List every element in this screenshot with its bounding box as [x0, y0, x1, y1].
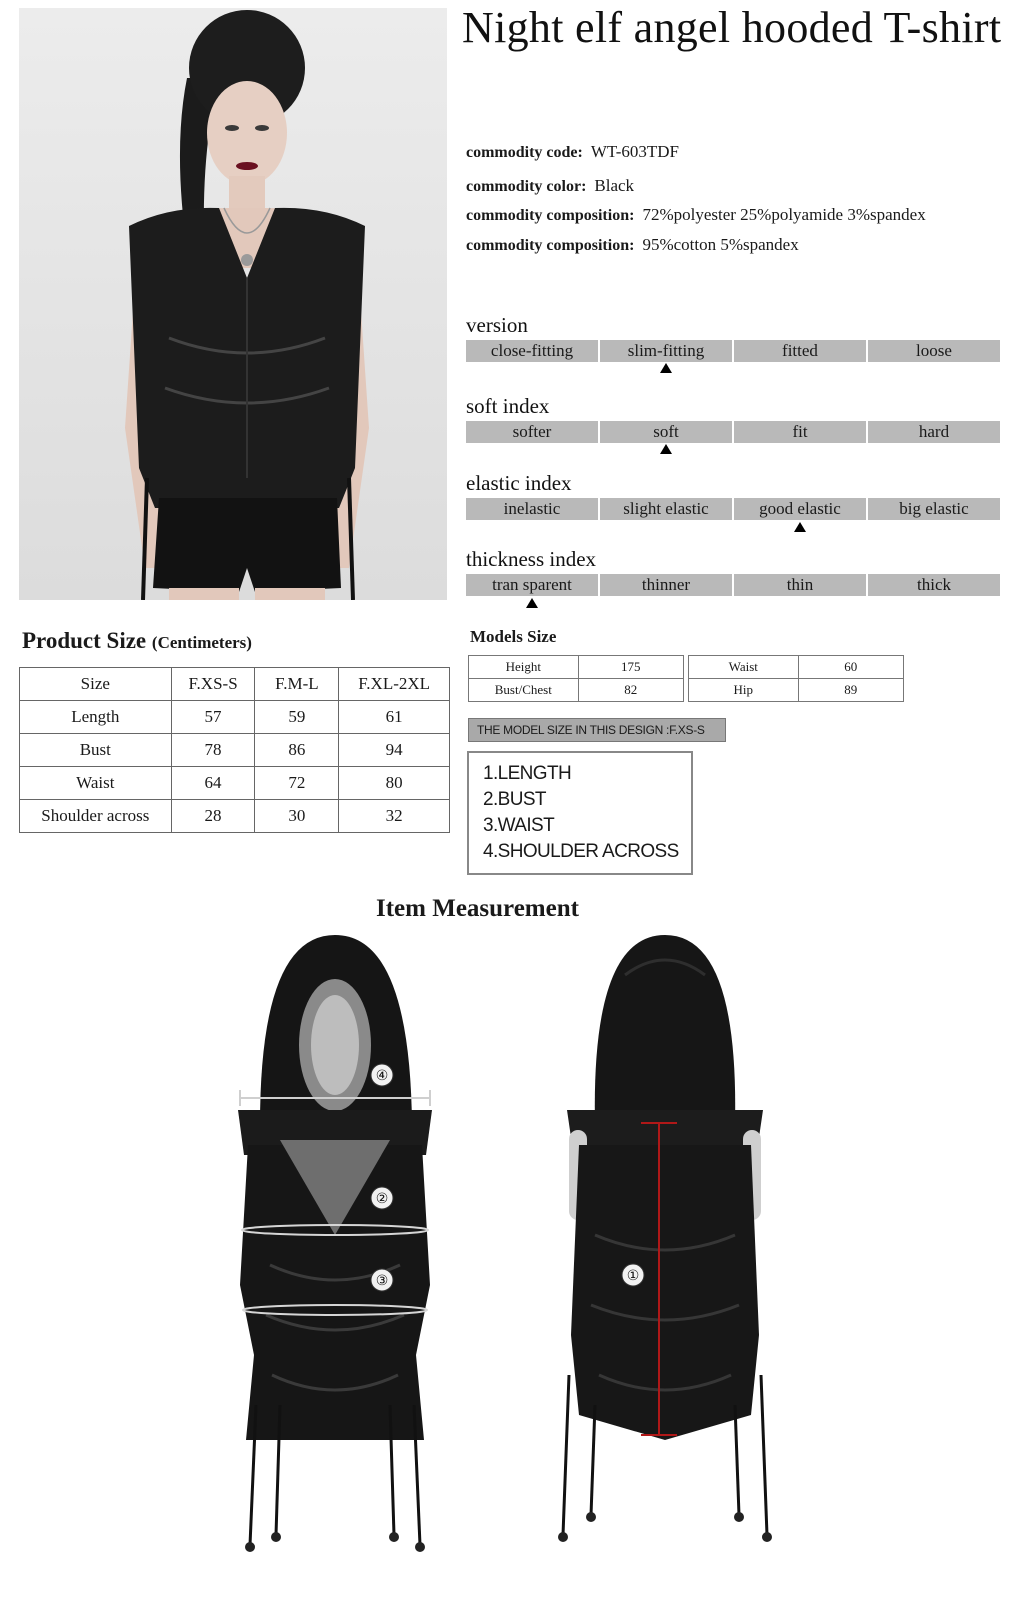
item-measurement-title: Item Measurement	[376, 895, 579, 922]
spec-label: commodity color:	[466, 178, 587, 195]
table-cell: 64	[171, 767, 255, 800]
table-cell: Waist	[20, 767, 172, 800]
product-title: Night elf angel hooded T-shirt	[462, 3, 1002, 52]
spec-composition-1	[466, 205, 926, 225]
table-cell: 82	[578, 679, 683, 702]
table-row	[20, 734, 450, 767]
table-cell: 94	[339, 734, 450, 767]
table-cell: 72	[255, 767, 339, 800]
elastic-index-title: elastic index	[466, 471, 572, 495]
table-header-cell: Size	[20, 668, 172, 701]
measurement-legend	[467, 751, 693, 875]
legend-item-waist: 3.WAIST	[483, 815, 555, 836]
marker-three: ③	[375, 1273, 389, 1289]
version-option: loose	[868, 340, 1000, 362]
legend-item-bust: 2.BUST	[483, 789, 546, 810]
spec-label: commodity composition:	[466, 237, 635, 254]
table-cell: Length	[20, 701, 172, 734]
version-marker-icon	[660, 363, 672, 373]
version-option: fitted	[734, 340, 866, 362]
spec-label: commodity code:	[466, 144, 583, 161]
soft-index-marker-icon	[660, 444, 672, 454]
table-row	[689, 656, 904, 679]
table-cell: Height	[469, 656, 579, 679]
thickness-index-option: thick	[868, 574, 1000, 596]
soft-index-option: hard	[868, 421, 1000, 443]
marker-two: ②	[375, 1191, 389, 1207]
spec-composition-2	[466, 235, 799, 255]
spec-commodity-color	[466, 176, 634, 196]
table-cell: 78	[171, 734, 255, 767]
elastic-index-option: slight elastic	[600, 498, 732, 520]
spec-value: WT-603TDF	[590, 142, 680, 161]
table-cell: 28	[171, 800, 255, 833]
thickness-index-option: thin	[734, 574, 866, 596]
table-cell: Shoulder across	[20, 800, 172, 833]
table-cell: 30	[255, 800, 339, 833]
table-cell: Bust	[20, 734, 172, 767]
thickness-index-title: thickness index	[466, 547, 597, 571]
elastic-index-scale	[466, 498, 1000, 520]
models-size-title: Models Size	[470, 627, 557, 646]
thickness-index-option: tran sparent	[466, 574, 598, 596]
version-title: version	[466, 313, 528, 337]
soft-index-option: fit	[734, 421, 866, 443]
table-cell: 80	[339, 767, 450, 800]
elastic-index-option: good elastic	[734, 498, 866, 520]
spec-label: commodity composition:	[466, 207, 635, 224]
models-size-table-right	[688, 655, 904, 702]
table-header-row	[20, 668, 450, 701]
legend-item-length: 1.LENGTH	[483, 763, 572, 784]
table-cell: Bust/Chest	[469, 679, 579, 702]
model-photo	[19, 8, 447, 600]
table-row	[20, 800, 450, 833]
product-size-heading: Product Size	[22, 628, 147, 653]
table-cell: 86	[255, 734, 339, 767]
soft-index-option: softer	[466, 421, 598, 443]
soft-index-option: soft	[600, 421, 732, 443]
thickness-index-marker-icon	[526, 598, 538, 608]
soft-index-scale	[466, 421, 1000, 443]
table-row	[20, 767, 450, 800]
model-size-note: THE MODEL SIZE IN THIS DESIGN :F.XS-S	[468, 718, 726, 742]
elastic-index-marker-icon	[794, 522, 806, 532]
thickness-index-scale	[466, 574, 1000, 596]
spec-commodity-code	[466, 142, 679, 162]
garment-back-image	[555, 935, 775, 1575]
product-size-title	[22, 628, 252, 654]
table-row	[689, 679, 904, 702]
marker-four: ④	[375, 1068, 389, 1084]
spec-value: 95%cotton 5%spandex	[642, 235, 799, 254]
table-row	[469, 679, 684, 702]
table-cell: 32	[339, 800, 450, 833]
thickness-index-option: thinner	[600, 574, 732, 596]
legend-item-shoulder: 4.SHOULDER ACROSS	[483, 841, 679, 862]
table-row	[469, 656, 684, 679]
garment-front-image	[220, 935, 450, 1575]
table-cell: 59	[255, 701, 339, 734]
table-cell: 61	[339, 701, 450, 734]
table-header-cell: F.XS-S	[171, 668, 255, 701]
version-option: slim-fitting	[600, 340, 732, 362]
table-cell: Hip	[689, 679, 799, 702]
soft-index-title: soft index	[466, 394, 550, 418]
table-header-cell: F.M-L	[255, 668, 339, 701]
version-scale	[466, 340, 1000, 362]
table-row	[20, 701, 450, 734]
table-cell: 57	[171, 701, 255, 734]
table-header-cell: F.XL-2XL	[339, 668, 450, 701]
elastic-index-option: inelastic	[466, 498, 598, 520]
spec-value: 72%polyester 25%polyamide 3%spandex	[642, 205, 926, 224]
product-size-unit: (Centimeters)	[151, 633, 252, 652]
marker-one: ①	[626, 1268, 640, 1284]
elastic-index-option: big elastic	[868, 498, 1000, 520]
product-size-table	[19, 667, 450, 833]
table-cell: 175	[578, 656, 683, 679]
version-option: close-fitting	[466, 340, 598, 362]
table-cell: 60	[798, 656, 903, 679]
spec-value: Black	[594, 176, 635, 195]
models-size-table-left	[468, 655, 684, 702]
table-cell: Waist	[689, 656, 799, 679]
table-cell: 89	[798, 679, 903, 702]
